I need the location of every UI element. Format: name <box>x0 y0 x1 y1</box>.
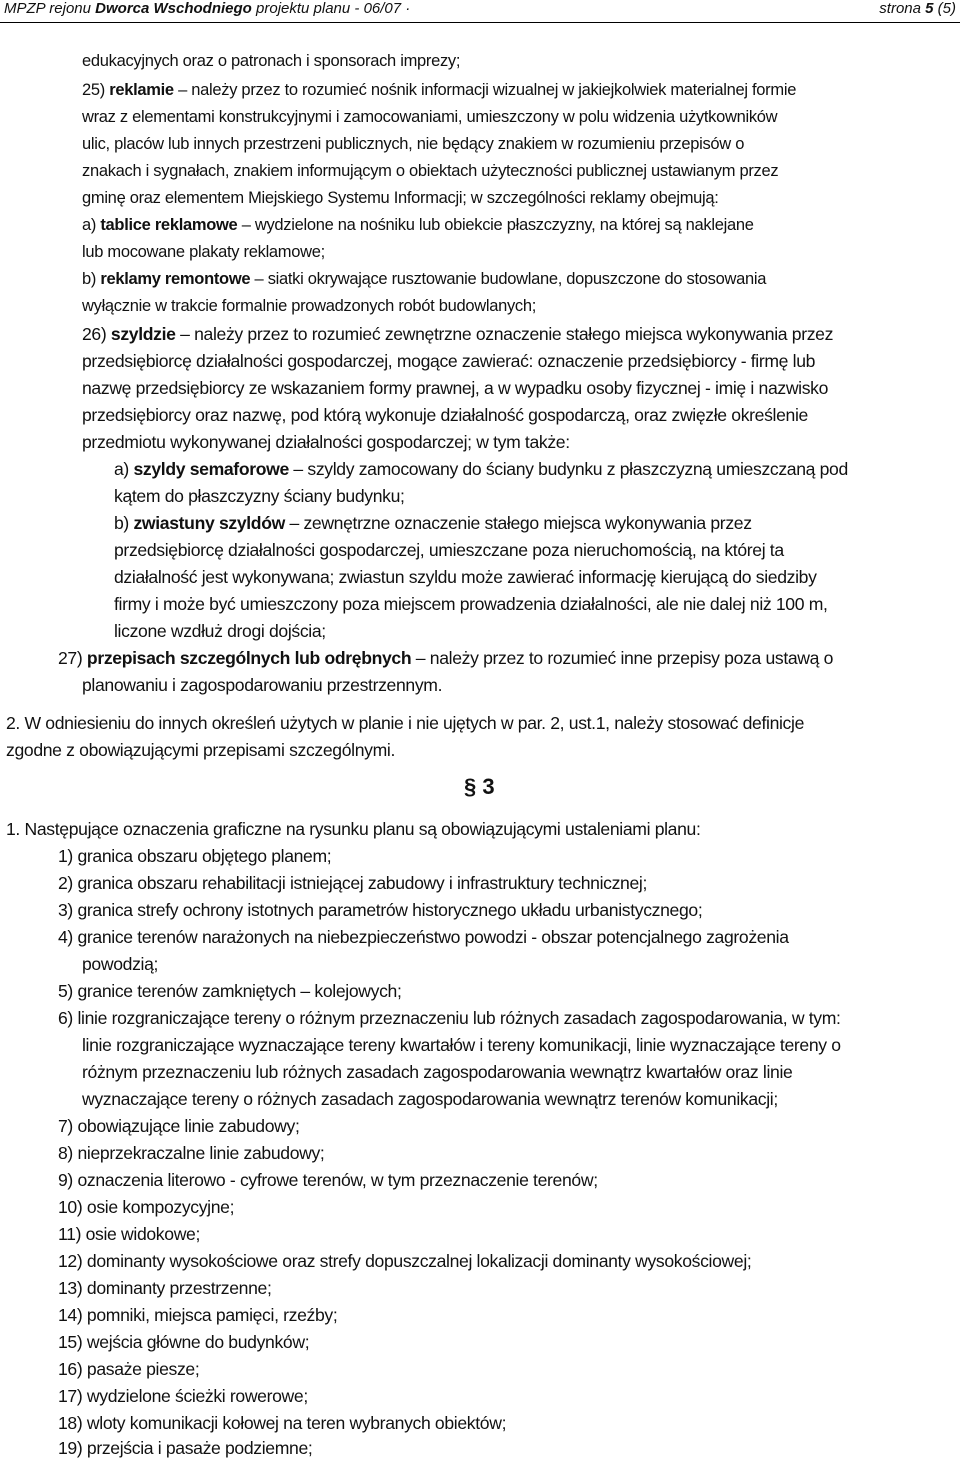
text-line: działalność jest wykonywana; zwiastun szyldu może zawierać informację kierującą do siedziby <box>114 567 817 587</box>
text-line: kątem do płaszczyzny ściany budynku; <box>114 486 405 506</box>
text-line: linie rozgraniczające wyznaczające tereny kwartałów i tereny komunikacji, linie wyznaczające tereny o <box>82 1035 841 1055</box>
defined-term: reklamy remontowe <box>100 270 251 288</box>
text-line: liczone wzdłuż drogi dojścia; <box>114 621 326 641</box>
list-item: 18) wloty komunikacji kołowej na teren wybranych obiektów; <box>58 1413 507 1433</box>
definition-text: – zewnętrzne oznaczenie stałego miejsca wykonywania przez <box>284 513 752 533</box>
text-line: firmy i może być umieszczony poza miejscem prowadzenia działalności, ale nie dalej niż 100 m, <box>114 594 828 614</box>
definition-26a <box>114 458 848 480</box>
text-line: wraz z elementami konstrukcyjnymi i zamocowaniami, umieszczony w polu widzenia użytkowników <box>82 108 778 126</box>
text-line: planowaniu i zagospodarowaniu przestrzennym. <box>82 675 443 695</box>
text-line: zgodne z obowiązującymi przepisami szczególnymi. <box>6 740 396 760</box>
list-item: 17) wydzielone ścieżki rowerowe; <box>58 1386 308 1406</box>
text-line: przedsiębiorcę działalności gospodarczej, mogące zawierać: oznaczenie przedsiębiorcy - firmę lub <box>82 351 816 371</box>
item-number: 27) <box>58 648 87 668</box>
list-item: 7) obowiązujące linie zabudowy; <box>58 1116 300 1136</box>
definition-text: – szyldy zamocowany do ściany budynku z płaszczyzną umieszczaną pod <box>288 459 848 479</box>
text-line: nazwę przedsiębiorcy ze wskazaniem formy prawnej, a w wypadku osoby fizycznej - imię i nazwisko <box>82 378 829 398</box>
item-letter: a) <box>114 459 134 479</box>
text-line: wyznaczające tereny o różnych zasadach zagospodarowania wewnątrz terenów komunikacji; <box>82 1089 778 1109</box>
definition-27 <box>58 647 833 669</box>
doc-title-bold: Dworca Wschodniego <box>95 0 252 17</box>
list-item: 16) pasaże piesze; <box>58 1359 200 1379</box>
list-item: 4) granice terenów narażonych na niebezpieczeństwo powodzi - obszar potencjalnego zagrożenia <box>58 927 789 947</box>
document-title <box>4 0 410 17</box>
text-line: ulic, placów lub innych przestrzeni publicznych, nie będący znakiem w rozumieniu przepisów o <box>82 135 745 153</box>
list-item: 5) granice terenów zamkniętych – kolejowych; <box>58 981 402 1001</box>
paragraph-1: 1. Następujące oznaczenia graficzne na rysunku planu są obowiązującymi ustaleniami planu: <box>6 819 701 839</box>
page-total: (5) <box>933 0 956 17</box>
text-line: znakach i sygnałach, znakiem informującym o obiektach użyteczności publicznej ustawianym przez <box>82 162 779 180</box>
item-number: 26) <box>82 324 111 344</box>
text-line: edukacyjnych oraz o patronach i sponsorach imprezy; <box>82 52 461 70</box>
list-item: 6) linie rozgraniczające tereny o różnym przeznaczeniu lub różnych zasadach zagospodarowania, w tym: <box>58 1008 841 1028</box>
text-line: przedsiębiorcy oraz nazwę, pod którą wykonuje działalność gospodarczą, oraz zwięzłe określenie <box>82 405 808 425</box>
list-item: 12) dominanty wysokościowe oraz strefy dopuszczalnej lokalizacji dominanty wysokościowej; <box>58 1251 752 1271</box>
definition-text: – należy przez to rozumieć nośnik informacji wizualnej w jakiejkolwiek materialnej formie <box>173 81 797 99</box>
doc-title-prefix: MPZP rejonu <box>4 0 96 17</box>
text-line: różnym przeznaczeniu lub różnych zasadach zagospodarowania wewnątrz kwartałów oraz linie <box>82 1062 793 1082</box>
doc-title-suffix: projektu planu - 06/07 · <box>251 0 411 17</box>
definition-26 <box>82 323 833 345</box>
item-letter: a) <box>82 216 101 234</box>
definition-text: – należy przez to rozumieć zewnętrzne oznaczenie stałego miejsca wykonywania przez <box>175 324 834 344</box>
text-line: wyłącznie w trakcie formalnie prowadzonych robót budowlanych; <box>82 297 537 315</box>
definition-text: – należy przez to rozumieć inne przepisy poza ustawą o <box>411 648 834 668</box>
list-item: 9) oznaczenia literowo - cyfrowe terenów, w tym przeznaczenie terenów; <box>58 1170 598 1190</box>
defined-term: szyldzie <box>110 324 176 344</box>
section-heading: § 3 <box>464 774 495 799</box>
list-item: 3) granica strefy ochrony istotnych parametrów historycznego układu urbanistycznego; <box>58 900 703 920</box>
list-item: 8) nieprzekraczalne linie zabudowy; <box>58 1143 325 1163</box>
item-letter: b) <box>82 270 101 288</box>
page-label: strona <box>879 0 926 17</box>
definition-25a <box>82 214 754 236</box>
text-line: gminę oraz elementem Miejskiego Systemu Informacji; w szczególności reklamy obejmują: <box>82 189 719 207</box>
page-header <box>0 0 960 23</box>
list-item: 2) granica obszaru rehabilitacji istniejącej zabudowy i infrastruktury technicznej; <box>58 873 647 893</box>
definition-26b <box>114 512 752 534</box>
list-item: 19) przejścia i pasaże podziemne; <box>58 1438 313 1458</box>
defined-term: zwiastuny szyldów <box>133 513 285 533</box>
text-line: lub mocowane plakaty reklamowe; <box>82 243 325 261</box>
page-number <box>879 0 956 17</box>
list-item: 1) granica obszaru objętego planem; <box>58 846 332 866</box>
defined-term: przepisach szczególnych lub odrębnych <box>86 648 412 668</box>
definition-25b <box>82 268 766 290</box>
item-number: 25) <box>82 81 110 99</box>
defined-term: szyldy semaforowe <box>133 459 289 479</box>
definition-text: – siatki okrywające rusztowanie budowlane, dopuszczone do stosowania <box>250 270 767 288</box>
defined-term: tablice reklamowe <box>100 216 238 234</box>
defined-term: reklamie <box>109 81 174 99</box>
list-item: 11) osie widokowe; <box>58 1224 201 1244</box>
list-item: 15) wejścia główne do budynków; <box>58 1332 310 1352</box>
text-line: przedmiotu wykonywanej działalności gospodarczej; w tym także: <box>82 432 570 452</box>
list-item: 14) pomniki, miejsca pamięci, rzeźby; <box>58 1305 338 1325</box>
text-line: powodzią; <box>82 954 159 974</box>
definition-25 <box>82 79 796 101</box>
paragraph-2: 2. W odniesieniu do innych określeń użytych w planie i nie ujętych w par. 2, ust.1, należy stosować definicje <box>6 713 805 733</box>
page-current: 5 <box>925 0 934 17</box>
item-letter: b) <box>114 513 134 533</box>
list-item: 13) dominanty przestrzenne; <box>58 1278 272 1298</box>
text-line: przedsiębiorcę działalności gospodarczej, umieszczane poza nieruchomością, na której ta <box>114 540 784 560</box>
definition-text: – wydzielone na nośniku lub obiekcie płaszczyzny, na której są naklejane <box>237 216 754 234</box>
list-item: 10) osie kompozycyjne; <box>58 1197 235 1217</box>
